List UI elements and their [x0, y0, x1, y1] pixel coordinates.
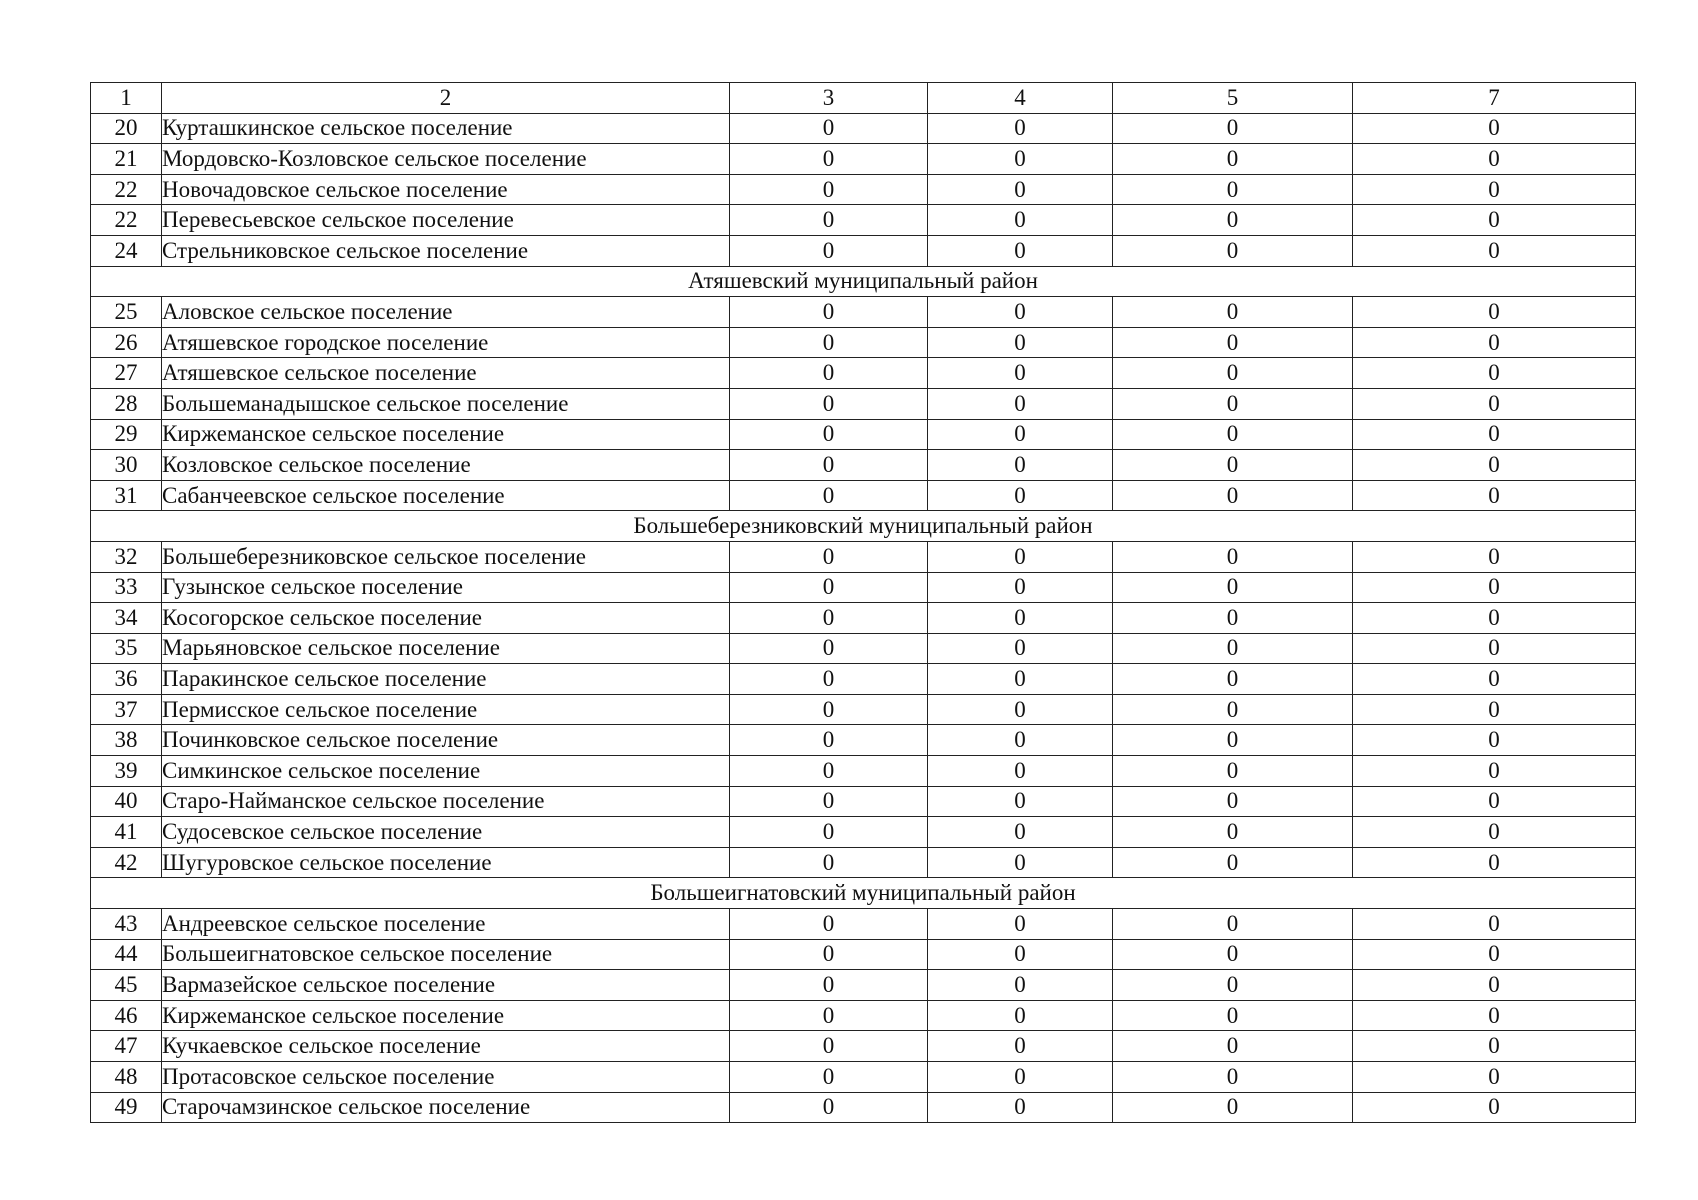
value-cell: 0	[1113, 480, 1353, 511]
row-number: 46	[91, 1000, 162, 1031]
settlement-name: Мордовско-Козловское сельское поселение	[162, 144, 730, 175]
table-row	[91, 450, 1636, 481]
value-cell: 0	[1113, 1092, 1353, 1123]
value-cell: 0	[1353, 450, 1636, 481]
settlement-name: Киржеманское сельское поселение	[162, 419, 730, 450]
table-row	[91, 327, 1636, 358]
row-number: 26	[91, 327, 162, 358]
section-heading: Большеигнатовский муниципальный район	[91, 878, 1636, 909]
value-cell: 0	[1113, 756, 1353, 787]
table-body	[91, 83, 1636, 1123]
value-cell: 0	[928, 1092, 1113, 1123]
value-cell: 0	[928, 541, 1113, 572]
settlement-name: Старо-Найманское сельское поселение	[162, 786, 730, 817]
settlement-name: Пермисское сельское поселение	[162, 694, 730, 725]
table-row	[91, 633, 1636, 664]
value-cell: 0	[928, 419, 1113, 450]
value-cell: 0	[730, 1092, 928, 1123]
settlement-name: Марьяновское сельское поселение	[162, 633, 730, 664]
table-row	[91, 297, 1636, 328]
value-cell: 0	[928, 603, 1113, 634]
value-cell: 0	[1113, 970, 1353, 1001]
value-cell: 0	[730, 664, 928, 695]
value-cell: 0	[1113, 327, 1353, 358]
value-cell: 0	[1113, 174, 1353, 205]
value-cell: 0	[730, 358, 928, 389]
value-cell: 0	[1353, 1000, 1636, 1031]
table-row	[91, 817, 1636, 848]
row-number: 37	[91, 694, 162, 725]
value-cell: 0	[730, 144, 928, 175]
value-cell: 0	[1353, 327, 1636, 358]
settlement-name: Новочадовское сельское поселение	[162, 174, 730, 205]
value-cell: 0	[730, 205, 928, 236]
table-row	[91, 1031, 1636, 1062]
table-row	[91, 1062, 1636, 1093]
value-cell: 0	[1113, 297, 1353, 328]
value-cell: 0	[1113, 572, 1353, 603]
value-cell: 0	[730, 970, 928, 1001]
value-cell: 0	[928, 817, 1113, 848]
value-cell: 0	[928, 939, 1113, 970]
row-number: 39	[91, 756, 162, 787]
value-cell: 0	[928, 572, 1113, 603]
value-cell: 0	[928, 694, 1113, 725]
table-row	[91, 1092, 1636, 1123]
row-number: 22	[91, 205, 162, 236]
value-cell: 0	[730, 235, 928, 266]
value-cell: 0	[928, 174, 1113, 205]
section-row	[91, 511, 1636, 542]
value-cell: 0	[928, 664, 1113, 695]
header-cell: 3	[730, 83, 928, 114]
value-cell: 0	[928, 1062, 1113, 1093]
value-cell: 0	[730, 1031, 928, 1062]
row-number: 25	[91, 297, 162, 328]
row-number: 24	[91, 235, 162, 266]
table-row	[91, 664, 1636, 695]
value-cell: 0	[928, 909, 1113, 940]
table-row	[91, 144, 1636, 175]
value-cell: 0	[1353, 633, 1636, 664]
table-row	[91, 603, 1636, 634]
value-cell: 0	[1113, 235, 1353, 266]
value-cell: 0	[1113, 450, 1353, 481]
row-number: 42	[91, 847, 162, 878]
value-cell: 0	[1353, 419, 1636, 450]
row-number: 32	[91, 541, 162, 572]
value-cell: 0	[1113, 847, 1353, 878]
settlement-name: Шугуровское сельское поселение	[162, 847, 730, 878]
table-row	[91, 235, 1636, 266]
value-cell: 0	[1113, 419, 1353, 450]
row-number: 41	[91, 817, 162, 848]
table-row	[91, 1000, 1636, 1031]
row-number: 40	[91, 786, 162, 817]
value-cell: 0	[1353, 235, 1636, 266]
value-cell: 0	[928, 847, 1113, 878]
row-number: 38	[91, 725, 162, 756]
table-row	[91, 725, 1636, 756]
value-cell: 0	[1353, 358, 1636, 389]
value-cell: 0	[1353, 541, 1636, 572]
value-cell: 0	[1113, 694, 1353, 725]
settlement-name: Большеигнатовское сельское поселение	[162, 939, 730, 970]
value-cell: 0	[730, 297, 928, 328]
table-row	[91, 572, 1636, 603]
value-cell: 0	[1353, 297, 1636, 328]
value-cell: 0	[1113, 205, 1353, 236]
row-number: 48	[91, 1062, 162, 1093]
value-cell: 0	[928, 297, 1113, 328]
value-cell: 0	[1113, 664, 1353, 695]
value-cell: 0	[1113, 388, 1353, 419]
value-cell: 0	[730, 419, 928, 450]
settlement-name: Вармазейское сельское поселение	[162, 970, 730, 1001]
settlement-name: Большеберезниковское сельское поселение	[162, 541, 730, 572]
value-cell: 0	[1353, 144, 1636, 175]
table-row	[91, 939, 1636, 970]
value-cell: 0	[1113, 1031, 1353, 1062]
row-number: 20	[91, 113, 162, 144]
settlement-name: Козловское сельское поселение	[162, 450, 730, 481]
row-number: 27	[91, 358, 162, 389]
value-cell: 0	[1113, 1000, 1353, 1031]
header-cell: 1	[91, 83, 162, 114]
row-number: 31	[91, 480, 162, 511]
value-cell: 0	[1353, 1092, 1636, 1123]
value-cell: 0	[730, 756, 928, 787]
value-cell: 0	[1113, 725, 1353, 756]
table-row	[91, 388, 1636, 419]
value-cell: 0	[1353, 664, 1636, 695]
row-number: 30	[91, 450, 162, 481]
settlement-name: Аловское сельское поселение	[162, 297, 730, 328]
value-cell: 0	[1353, 113, 1636, 144]
value-cell: 0	[928, 480, 1113, 511]
value-cell: 0	[1353, 205, 1636, 236]
value-cell: 0	[730, 909, 928, 940]
table-row	[91, 174, 1636, 205]
settlement-name: Старочамзинское сельское поселение	[162, 1092, 730, 1123]
value-cell: 0	[1353, 603, 1636, 634]
value-cell: 0	[730, 450, 928, 481]
table-row	[91, 756, 1636, 787]
value-cell: 0	[1113, 633, 1353, 664]
value-cell: 0	[730, 786, 928, 817]
table-row	[91, 480, 1636, 511]
value-cell: 0	[1353, 480, 1636, 511]
value-cell: 0	[730, 113, 928, 144]
value-cell: 0	[1113, 358, 1353, 389]
row-number: 47	[91, 1031, 162, 1062]
row-number: 43	[91, 909, 162, 940]
value-cell: 0	[928, 358, 1113, 389]
settlement-name: Починковское сельское поселение	[162, 725, 730, 756]
row-number: 21	[91, 144, 162, 175]
row-number: 28	[91, 388, 162, 419]
settlement-name: Протасовское сельское поселение	[162, 1062, 730, 1093]
value-cell: 0	[928, 633, 1113, 664]
value-cell: 0	[1353, 572, 1636, 603]
value-cell: 0	[928, 970, 1113, 1001]
value-cell: 0	[928, 1000, 1113, 1031]
value-cell: 0	[1353, 939, 1636, 970]
table-row	[91, 909, 1636, 940]
section-heading: Атяшевский муниципальный район	[91, 266, 1636, 297]
table-row	[91, 358, 1636, 389]
settlement-name: Андреевское сельское поселение	[162, 909, 730, 940]
value-cell: 0	[730, 1000, 928, 1031]
value-cell: 0	[730, 603, 928, 634]
data-table	[90, 82, 1636, 1123]
value-cell: 0	[928, 756, 1113, 787]
value-cell: 0	[928, 786, 1113, 817]
settlement-name: Большеманадышское сельское поселение	[162, 388, 730, 419]
table-row	[91, 970, 1636, 1001]
value-cell: 0	[1353, 817, 1636, 848]
row-number: 49	[91, 1092, 162, 1123]
settlement-name: Косогорское сельское поселение	[162, 603, 730, 634]
value-cell: 0	[730, 388, 928, 419]
settlement-name: Паракинское сельское поселение	[162, 664, 730, 695]
row-number: 45	[91, 970, 162, 1001]
value-cell: 0	[1113, 786, 1353, 817]
value-cell: 0	[1353, 725, 1636, 756]
table-row	[91, 419, 1636, 450]
value-cell: 0	[1353, 174, 1636, 205]
value-cell: 0	[730, 817, 928, 848]
row-number: 35	[91, 633, 162, 664]
value-cell: 0	[1113, 541, 1353, 572]
table-row	[91, 786, 1636, 817]
table-row	[91, 694, 1636, 725]
value-cell: 0	[928, 725, 1113, 756]
section-row	[91, 878, 1636, 909]
header-cell: 4	[928, 83, 1113, 114]
row-number: 29	[91, 419, 162, 450]
value-cell: 0	[1353, 756, 1636, 787]
value-cell: 0	[1113, 817, 1353, 848]
value-cell: 0	[730, 572, 928, 603]
value-cell: 0	[730, 327, 928, 358]
section-heading: Большеберезниковский муниципальный район	[91, 511, 1636, 542]
row-number: 34	[91, 603, 162, 634]
settlement-name: Перевесьевское сельское поселение	[162, 205, 730, 236]
settlement-name: Симкинское сельское поселение	[162, 756, 730, 787]
value-cell: 0	[928, 327, 1113, 358]
value-cell: 0	[1113, 113, 1353, 144]
header-cell: 5	[1113, 83, 1353, 114]
value-cell: 0	[730, 847, 928, 878]
value-cell: 0	[1113, 603, 1353, 634]
value-cell: 0	[1353, 970, 1636, 1001]
header-cell: 7	[1353, 83, 1636, 114]
value-cell: 0	[730, 174, 928, 205]
value-cell: 0	[730, 541, 928, 572]
row-number: 22	[91, 174, 162, 205]
row-number: 36	[91, 664, 162, 695]
value-cell: 0	[1113, 909, 1353, 940]
value-cell: 0	[730, 633, 928, 664]
table-row	[91, 847, 1636, 878]
header-cell: 2	[162, 83, 730, 114]
row-number: 44	[91, 939, 162, 970]
value-cell: 0	[730, 725, 928, 756]
section-row	[91, 266, 1636, 297]
value-cell: 0	[928, 235, 1113, 266]
value-cell: 0	[1113, 939, 1353, 970]
value-cell: 0	[1113, 144, 1353, 175]
settlement-name: Гузынское сельское поселение	[162, 572, 730, 603]
value-cell: 0	[1353, 1031, 1636, 1062]
table-row	[91, 113, 1636, 144]
value-cell: 0	[928, 388, 1113, 419]
header-row	[91, 83, 1636, 114]
settlement-name: Кучкаевское сельское поселение	[162, 1031, 730, 1062]
value-cell: 0	[928, 144, 1113, 175]
value-cell: 0	[1353, 786, 1636, 817]
value-cell: 0	[730, 939, 928, 970]
settlement-name: Сабанчеевское сельское поселение	[162, 480, 730, 511]
value-cell: 0	[928, 450, 1113, 481]
settlement-name: Судосевское сельское поселение	[162, 817, 730, 848]
value-cell: 0	[928, 113, 1113, 144]
row-number: 33	[91, 572, 162, 603]
value-cell: 0	[928, 205, 1113, 236]
value-cell: 0	[1113, 1062, 1353, 1093]
value-cell: 0	[1353, 1062, 1636, 1093]
value-cell: 0	[1353, 847, 1636, 878]
value-cell: 0	[1353, 694, 1636, 725]
value-cell: 0	[1353, 909, 1636, 940]
table-row	[91, 205, 1636, 236]
settlement-name: Атяшевское сельское поселение	[162, 358, 730, 389]
value-cell: 0	[928, 1031, 1113, 1062]
table-row	[91, 541, 1636, 572]
value-cell: 0	[1353, 388, 1636, 419]
value-cell: 0	[730, 694, 928, 725]
settlement-name: Стрельниковское сельское поселение	[162, 235, 730, 266]
settlement-name: Курташкинское сельское поселение	[162, 113, 730, 144]
value-cell: 0	[730, 480, 928, 511]
settlement-name: Киржеманское сельское поселение	[162, 1000, 730, 1031]
settlement-name: Атяшевское городское поселение	[162, 327, 730, 358]
value-cell: 0	[730, 1062, 928, 1093]
